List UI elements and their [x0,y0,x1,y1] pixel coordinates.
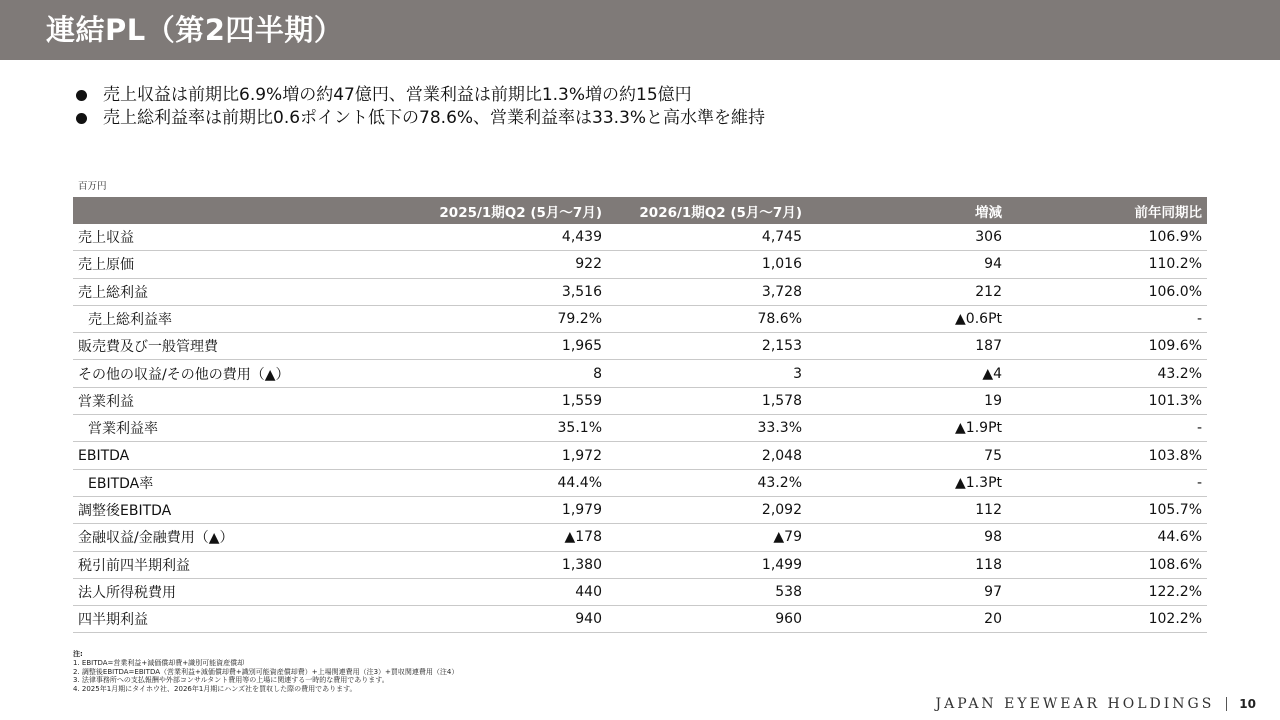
table-cell: 960 [607,606,807,633]
table-row [73,496,1207,523]
table-row [73,251,1207,278]
table-row [73,469,1207,496]
table-cell: 106.9% [1007,224,1207,251]
table-cell: 118 [807,551,1007,578]
table-cell: 110.2% [1007,251,1207,278]
bullet-item [76,107,765,130]
row-label: 営業利益 [73,387,407,414]
table-cell: 440 [407,578,607,605]
table-cell: 103.8% [1007,442,1207,469]
bullet-dot-icon [76,113,87,124]
table-cell: 33.3% [607,415,807,442]
table-cell: ▲4 [807,360,1007,387]
page-number: 10 [1239,697,1256,711]
table-cell: 43.2% [1007,360,1207,387]
footer-divider [1226,697,1227,711]
table-cell: 44.6% [1007,524,1207,551]
table-cell: 187 [807,333,1007,360]
table-cell: 538 [607,578,807,605]
table-cell: 19 [807,387,1007,414]
table-cell: 1,979 [407,496,607,523]
row-label: 法人所得税費用 [73,578,407,605]
row-label: EBITDA [73,442,407,469]
column-header [73,197,407,224]
row-label: 売上総利益 [73,278,407,305]
title-bar [0,0,1280,60]
table-cell: ▲1.9Pt [807,415,1007,442]
row-label: 調整後EBITDA [73,496,407,523]
column-header: 前年同期比 [1007,197,1207,224]
table-row [73,278,1207,305]
table-cell: 1,559 [407,387,607,414]
bullet-item [76,84,765,107]
table-cell: 106.0% [1007,278,1207,305]
table-cell: 4,439 [407,224,607,251]
table-cell: 98 [807,524,1007,551]
row-label: EBITDA率 [73,469,407,496]
table-row [73,578,1207,605]
footer [935,692,1256,716]
column-header: 2026/1期Q2 (5月～7月) [607,197,807,224]
table-cell: 102.2% [1007,606,1207,633]
summary-bullets [76,84,765,130]
table-cell: - [1007,469,1207,496]
column-header: 増減 [807,197,1007,224]
table-cell: 94 [807,251,1007,278]
table-cell: 44.4% [407,469,607,496]
unit-label: 百万円 [78,181,107,192]
table-cell: 3 [607,360,807,387]
table-cell: 20 [807,606,1007,633]
table-cell: ▲0.6Pt [807,305,1007,332]
table-cell: 922 [407,251,607,278]
table-cell: 108.6% [1007,551,1207,578]
table-cell: 109.6% [1007,333,1207,360]
table-row [73,442,1207,469]
table-cell: 35.1% [407,415,607,442]
row-label: 営業利益率 [73,415,407,442]
table-body [73,224,1207,633]
pl-table [73,197,1207,633]
table-row [73,333,1207,360]
row-label: 四半期利益 [73,606,407,633]
table-cell: 101.3% [1007,387,1207,414]
table-cell: 2,048 [607,442,807,469]
table-row [73,415,1207,442]
table-row [73,360,1207,387]
table-cell: 75 [807,442,1007,469]
table-cell: 1,499 [607,551,807,578]
table-row [73,387,1207,414]
footnote-item: 2. 調整後EBITDA=EBITDA（営業利益+減価償却費+識別可能資産償却費）+上場関連費用（注3）+買収関連費用（注4） [73,667,459,676]
page-title: 連結PL（第2四半期） [46,13,344,47]
company-logo-text: JAPAN EYEWEAR HOLDINGS [935,696,1215,712]
footnote-item: 4. 2025年1月期にタイホウ社、2026年1月期にハンズ社を買収した際の費用であります。 [73,685,357,694]
row-label: 販売費及び一般管理費 [73,333,407,360]
row-label: 金融収益/金融費用（▲） [73,524,407,551]
row-label: その他の収益/その他の費用（▲） [73,360,407,387]
table-row [73,305,1207,332]
table-cell: ▲79 [607,524,807,551]
table-cell: 212 [807,278,1007,305]
table-cell: 122.2% [1007,578,1207,605]
table-cell: 79.2% [407,305,607,332]
table-cell: - [1007,415,1207,442]
table-cell: - [1007,305,1207,332]
table-cell: 2,092 [607,496,807,523]
row-label: 売上収益 [73,224,407,251]
table-cell: 1,016 [607,251,807,278]
table-cell: 78.6% [607,305,807,332]
table-cell: 1,380 [407,551,607,578]
table-row [73,551,1207,578]
footnote-item: 1. EBITDA=営業利益+減価償却費+識別可能資産償却 [73,658,245,667]
bullet-text: 売上収益は前期比6.9%増の約47億円、営業利益は前期比1.3%増の約15億円 [103,85,692,105]
table-cell: 112 [807,496,1007,523]
bullet-dot-icon [76,90,87,101]
table-cell: 3,728 [607,278,807,305]
footnotes [73,650,458,694]
table-row [73,524,1207,551]
table-cell: 2,153 [607,333,807,360]
column-header: 2025/1期Q2 (5月～7月) [407,197,607,224]
table-cell: ▲178 [407,524,607,551]
table-cell: 105.7% [1007,496,1207,523]
table-row [73,606,1207,633]
table-cell: 1,972 [407,442,607,469]
footnote-heading: 注: [73,650,83,658]
row-label: 売上総利益率 [73,305,407,332]
table-cell: 8 [407,360,607,387]
footnote-item: 3. 法律事務所への支払報酬や外部コンサルタント費用等の上場に関連する一時的な費用であります。 [73,676,389,685]
table-cell: 43.2% [607,469,807,496]
bullet-text: 売上総利益率は前期比0.6ポイント低下の78.6%、営業利益率は33.3%と高水準を維持 [103,108,766,128]
table-cell: 3,516 [407,278,607,305]
table-cell: 1,578 [607,387,807,414]
row-label: 売上原価 [73,251,407,278]
table-cell: 4,745 [607,224,807,251]
table-cell: ▲1.3Pt [807,469,1007,496]
table-cell: 1,965 [407,333,607,360]
table-cell: 97 [807,578,1007,605]
table-cell: 306 [807,224,1007,251]
table-header-row [73,197,1207,224]
table-cell: 940 [407,606,607,633]
row-label: 税引前四半期利益 [73,551,407,578]
table-row [73,224,1207,251]
